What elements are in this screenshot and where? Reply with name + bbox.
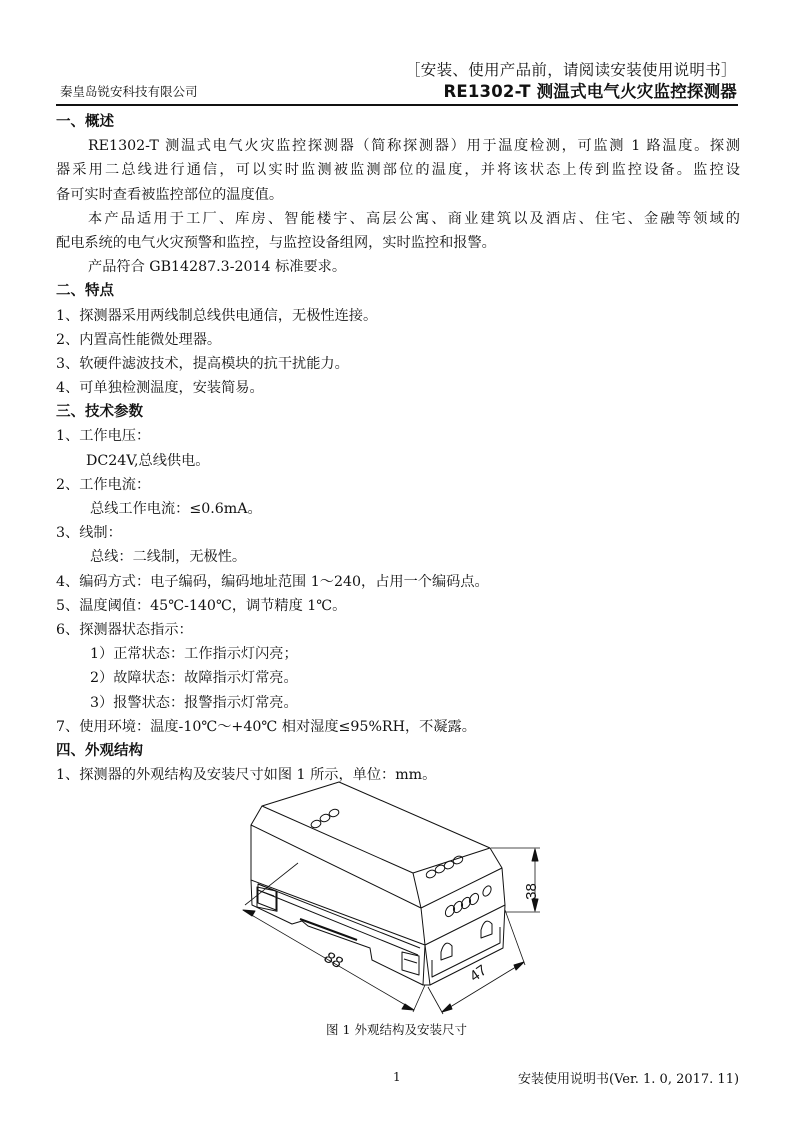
spec-current-value: 总线工作电流：≤0.6mA。 bbox=[90, 501, 262, 517]
structure-item: 1、探测器的外观结构及安装尺寸如图 1 所示，单位：mm。 bbox=[56, 767, 437, 784]
spec-coding: 4、编码方式：电子编码，编码地址范围 1～240，占用一个编码点。 bbox=[56, 573, 489, 590]
feature-item: 4、可单独检测温度，安装简易。 bbox=[56, 380, 264, 397]
spec-wiring-label: 3、线制： bbox=[56, 525, 122, 542]
overview-paragraph-1-line-3: 备可实时查看被监控部位的温度值。 bbox=[56, 186, 284, 203]
spec-status-item: 3）报警状态：报警指示灯常亮。 bbox=[90, 694, 298, 711]
device-drawing bbox=[230, 775, 560, 1020]
overview-paragraph-1-line-2: 器采用二总线进行通信，可以实时监测被监测部位的温度，并将该状态上传到监控设备。监控设 bbox=[56, 162, 740, 179]
figure-caption: 图 1 外观结构及安装尺寸 bbox=[326, 1022, 467, 1037]
spec-status-item: 2）故障状态：故障指示灯常亮。 bbox=[90, 670, 298, 687]
section-heading-overview: 一、概述 bbox=[56, 114, 114, 130]
dimension-length-label: 88 bbox=[321, 948, 345, 973]
document-body bbox=[56, 110, 740, 787]
footer-version: 安装使用说明书(Ver. 1. 0, 2017. 11) bbox=[518, 1072, 740, 1087]
overview-paragraph-2-line-1: 本产品适用于工厂、库房、智能楼宇、高层公寓、商业建筑以及酒店、住宅、金融等领域的 bbox=[88, 210, 740, 227]
spec-voltage-label: 1、工作电压： bbox=[56, 428, 151, 445]
spec-status-item: 1）正常状态：工作指示灯闪亮； bbox=[90, 646, 298, 663]
document-title: RE1302-T 测温式电气火灾监控探测器 bbox=[443, 82, 737, 101]
dimension-width-label: 47 bbox=[466, 961, 491, 986]
feature-item: 1、探测器采用两线制总线供电通信，无极性连接。 bbox=[56, 307, 378, 324]
overview-standard: 产品符合 GB14287.3-2014 标准要求。 bbox=[88, 259, 347, 276]
overview-paragraph-2-line-2: 配电系统的电气火灾预警和监控，与监控设备组网，实时监控和报警。 bbox=[56, 234, 496, 251]
section-heading-structure: 四、外观结构 bbox=[56, 742, 143, 759]
spec-threshold: 5、温度阈值：45℃-140℃，调节精度 1℃。 bbox=[56, 597, 347, 614]
page-number: 1 bbox=[393, 1070, 401, 1084]
spec-status-label: 6、探测器状态指示： bbox=[56, 621, 193, 638]
dimension-height-label: 38 bbox=[522, 883, 540, 900]
feature-item: 3、软硬件滤波技术，提高模块的抗干扰能力。 bbox=[56, 355, 349, 372]
header-divider bbox=[56, 104, 738, 106]
spec-voltage-value: DC24V,总线供电。 bbox=[86, 452, 210, 469]
section-heading-features: 二、特点 bbox=[56, 283, 114, 300]
spec-current-label: 2、工作电流： bbox=[56, 476, 151, 493]
spec-wiring-value: 总线：二线制，无极性。 bbox=[90, 549, 247, 566]
section-heading-specs: 三、技术参数 bbox=[56, 404, 143, 421]
company-name: 秦皇岛锐安科技有限公司 bbox=[60, 84, 198, 99]
feature-item: 2、内置高性能微处理器。 bbox=[56, 331, 222, 348]
overview-paragraph-1-line-1: RE1302-T 测温式电气火灾监控探测器（简称探测器）用于温度检测，可监测 1 路温度。探测 bbox=[88, 138, 740, 155]
header-notice: ［安装、使用产品前，请阅读安装使用说明书］ bbox=[405, 61, 737, 79]
spec-environment: 7、使用环境：温度-10℃～+40℃ 相对湿度≤95%RH，不凝露。 bbox=[56, 718, 476, 735]
